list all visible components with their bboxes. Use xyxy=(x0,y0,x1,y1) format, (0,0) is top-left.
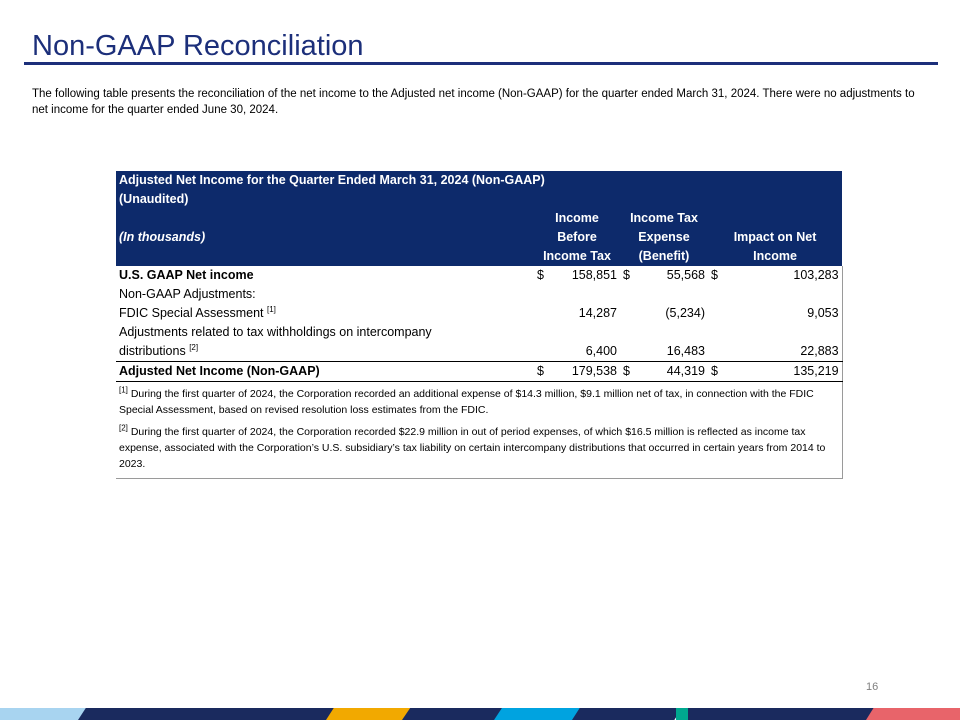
footnote-ref: [1] xyxy=(119,385,128,395)
currency-symbol: $ xyxy=(620,362,642,382)
value-income-before-tax: 14,287 xyxy=(578,306,617,320)
currency-symbol: $ xyxy=(708,362,730,382)
footnote-text: During the first quarter of 2024, the Corporation recorded $22.9 million in out of period expenses, of which $16.5 million is reflected as income tax expense, associated with the Corporation’s U.S. subsidiary’s tax liability on certain intercompany distributions that occurred in certain years from 2014 to 2023. xyxy=(119,426,826,470)
column-header-row-1 xyxy=(116,209,842,228)
value-income-before-tax: 6,400 xyxy=(556,342,620,362)
currency-symbol: $ xyxy=(537,268,544,282)
value-impact: 22,883 xyxy=(730,342,842,362)
column-header-row-3 xyxy=(116,247,842,266)
footer-color-bar xyxy=(0,708,960,720)
value-impact: 135,219 xyxy=(730,362,842,382)
footer-segment xyxy=(676,708,688,720)
table-row-fdic xyxy=(116,304,842,323)
col1-header-line1: Income xyxy=(534,209,620,228)
value-income-tax: 16,483 xyxy=(642,342,708,362)
footnote-2 xyxy=(116,420,842,479)
col1-header-line3: Income Tax xyxy=(534,247,620,266)
value-income-tax: 44,319 xyxy=(642,362,708,382)
footer-segment xyxy=(688,708,874,720)
currency-symbol: $ xyxy=(623,268,630,282)
value-income-before-tax: 179,538 xyxy=(556,362,620,382)
row-label: Non-GAAP Adjustments: xyxy=(116,285,842,304)
table-row-gaap-net-income xyxy=(116,266,842,285)
value-income-tax: 55,568 xyxy=(666,268,705,282)
table-row-adjusted-net-income xyxy=(116,362,842,382)
row-label: Adjusted Net Income (Non-GAAP) xyxy=(116,362,534,382)
footer-segment xyxy=(494,708,582,720)
table-subtitle-row xyxy=(116,190,842,209)
footer-segment xyxy=(78,708,338,720)
col2-header-line3: (Benefit) xyxy=(620,247,708,266)
intro-paragraph: The following table presents the reconciliation of the net income to the Adjusted net income (Non-GAAP) for the quarter ended March 31, 2024. There were no adjustments to net income for the quarter ended June 30, 2024. xyxy=(32,88,915,116)
footer-segment xyxy=(866,708,960,720)
slide-title: Non-GAAP Reconciliation xyxy=(32,30,364,62)
col1-header-line2: Before xyxy=(534,228,620,247)
value-income-tax: (5,234) xyxy=(665,306,705,320)
value-impact: 103,283 xyxy=(730,266,842,285)
title-underline xyxy=(24,62,938,65)
footnote-ref: [1] xyxy=(266,304,276,314)
currency-symbol: $ xyxy=(711,268,718,282)
footer-segment xyxy=(572,708,682,720)
row-label: Adjustments related to tax withholdings on intercompany xyxy=(116,323,842,342)
table-row-adjustments-header xyxy=(116,285,842,304)
column-header-row-2 xyxy=(116,228,842,247)
currency-symbol: $ xyxy=(534,362,556,382)
col2-header-line1: Income Tax xyxy=(620,209,708,228)
col2-header-line2: Expense xyxy=(620,228,708,247)
row-label: distributions [2] xyxy=(116,342,534,362)
row-label: FDIC Special Assessment [1] xyxy=(119,304,276,320)
table-title: Adjusted Net Income for the Quarter Ended March 31, 2024 (Non-GAAP) xyxy=(116,171,842,190)
value-impact: 9,053 xyxy=(730,304,842,323)
table-row-tax-withholdings-line1 xyxy=(116,323,842,342)
footnote-text: During the first quarter of 2024, the Corporation recorded an additional expense of $14.3 million, $9.1 million net of tax, in connection with the FDIC Special Assessment, based on revised resolution loss estimates from the FDIC. xyxy=(119,388,814,416)
footnote-ref: [2] xyxy=(119,423,128,433)
col3-header-line2: Income xyxy=(708,247,842,266)
footer-segment xyxy=(402,708,504,720)
table-subtitle: (Unaudited) xyxy=(116,190,842,209)
value-income-before-tax: 158,851 xyxy=(571,268,617,282)
reconciliation-table xyxy=(116,171,843,479)
page-number: 16 xyxy=(866,681,879,693)
col3-header-line1: Impact on Net xyxy=(708,228,842,247)
footnote-ref: [2] xyxy=(189,342,199,352)
row-label: U.S. GAAP Net income xyxy=(119,268,254,282)
units-label: (In thousands) xyxy=(116,228,534,247)
footer-segment xyxy=(326,708,412,720)
table-title-row xyxy=(116,171,842,190)
table-row-tax-withholdings xyxy=(116,342,842,362)
footer-segment xyxy=(0,708,90,720)
footnote-1 xyxy=(116,382,842,421)
